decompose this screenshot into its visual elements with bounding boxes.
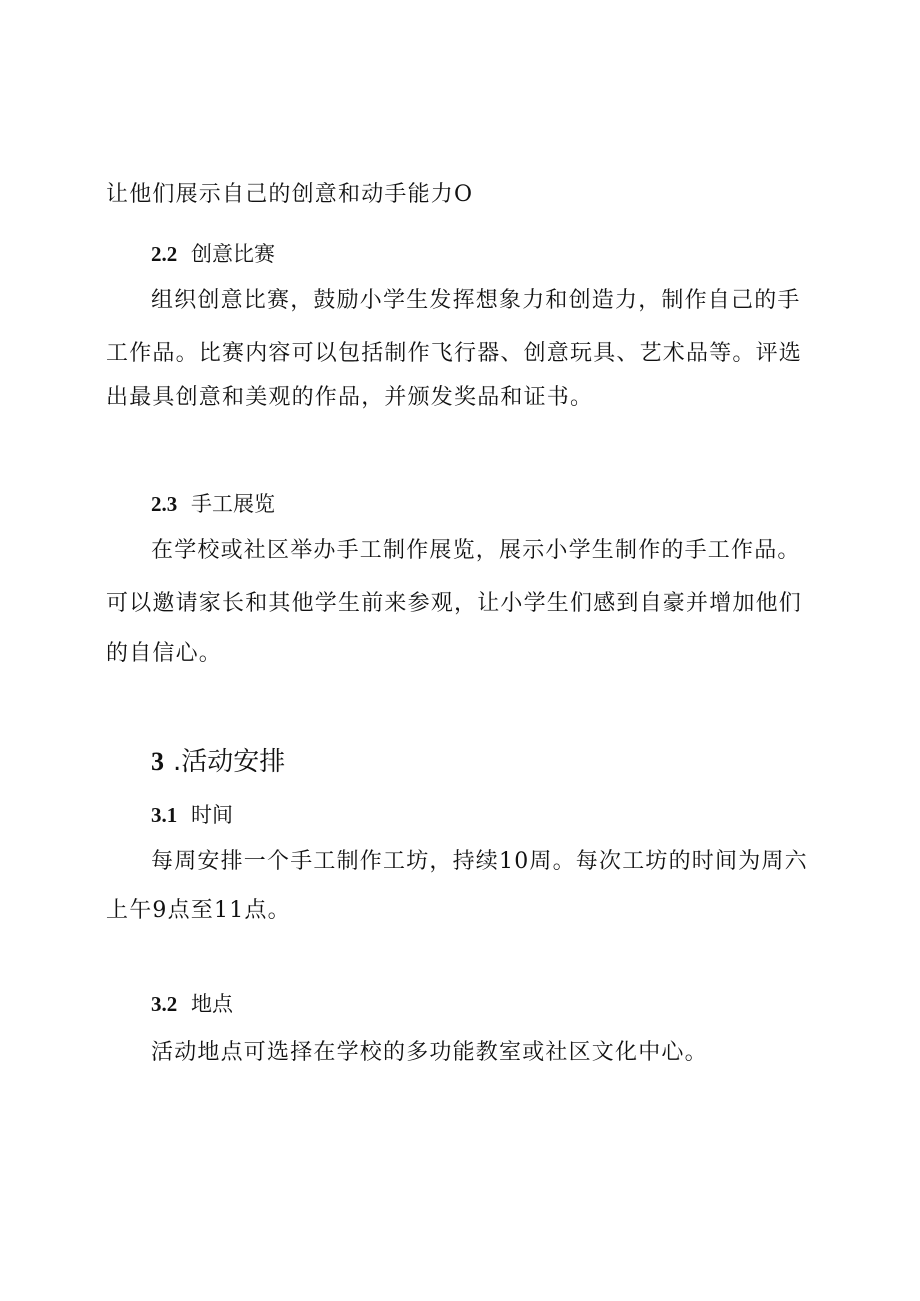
section-title: 时间 bbox=[191, 803, 233, 827]
paragraph-line: 出最具创意和美观的作品，并颁发奖品和证书。 bbox=[106, 385, 594, 410]
paragraph-line: 的自信心。 bbox=[106, 641, 223, 666]
paragraph-line: 可以邀请家长和其他学生前来参观，让小学生们感到自豪并增加他们 bbox=[106, 591, 803, 616]
section-title: 创意比赛 bbox=[191, 242, 275, 266]
paragraph-line: 上午9点至11点。 bbox=[106, 898, 291, 923]
paragraph-line: 在学校或社区举办手工制作展览，展示小学生制作的手工作品。 bbox=[151, 538, 801, 563]
section-number: 3.1 bbox=[151, 803, 178, 827]
section-heading-3 bbox=[151, 742, 285, 782]
paragraph-line: 每周安排一个手工制作工坊，持续10周。每次工坊的时间为周六 bbox=[151, 849, 808, 874]
paragraph-line: 组织创意比赛，鼓励小学生发挥想象力和创造力，制作自己的手 bbox=[151, 288, 801, 313]
section-heading-2-2 bbox=[151, 238, 275, 270]
section-number: 2.3 bbox=[151, 492, 178, 516]
section-title: 地点 bbox=[191, 992, 233, 1016]
paragraph-line: 工作品。比赛内容可以包括制作飞行器、创意玩具、艺术品等。评选 bbox=[106, 341, 803, 366]
section-number: 3.2 bbox=[151, 992, 178, 1016]
section-heading-2-3 bbox=[151, 488, 275, 520]
section-title: 手工展览 bbox=[191, 492, 275, 516]
section-number: 2.2 bbox=[151, 242, 178, 266]
section-heading-3-1 bbox=[151, 799, 233, 831]
paragraph-line: 活动地点可选择在学校的多功能教室或社区文化中心。 bbox=[151, 1040, 708, 1065]
section-title: .活动安排 bbox=[173, 747, 286, 777]
section-number: 3 bbox=[151, 747, 164, 776]
intro-paragraph-line: 让他们展示自己的创意和动手能力O bbox=[106, 182, 474, 207]
section-heading-3-2 bbox=[151, 988, 233, 1020]
